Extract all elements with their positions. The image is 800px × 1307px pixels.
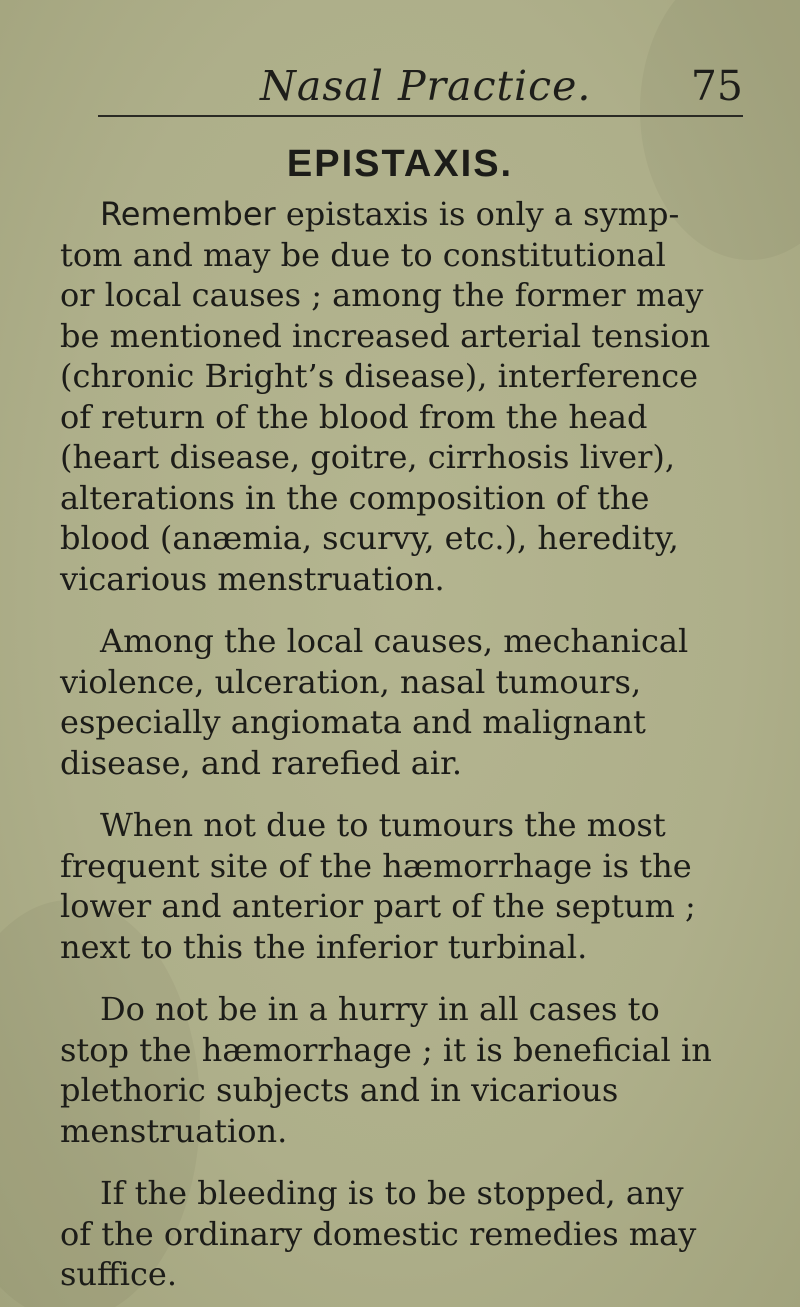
- text-line: alterations in the composition of the: [60, 478, 650, 517]
- text-line: [60, 621, 750, 662]
- text-line: of the ordinary domestic remedies may: [60, 1214, 697, 1253]
- text-line: of return of the blood from the head: [60, 397, 648, 436]
- body-text: [60, 194, 750, 1295]
- section-heading: EPISTAXIS.: [286, 143, 514, 185]
- text-line: plethoric subjects and in vicarious: [60, 1071, 619, 1109]
- text-line: especially angiomata and malignant: [60, 703, 646, 741]
- text-line: or local causes ; among the former may: [60, 276, 704, 314]
- text-line: lower and anterior part of the septum ;: [60, 887, 696, 925]
- text-line: be mentioned increased arterial tension: [60, 316, 711, 355]
- header-rule: [98, 115, 743, 117]
- running-head: [98, 52, 743, 108]
- text-line: frequent site of the hæmorrhage is the: [60, 846, 692, 885]
- text-line: menstruation.: [60, 1111, 288, 1150]
- line-text: When not due to tumours the most: [100, 806, 666, 844]
- text-line: [60, 1173, 750, 1214]
- text-line: [60, 805, 750, 846]
- text-line: next to this the inferior turbinal.: [60, 927, 588, 966]
- text-line: [60, 989, 750, 1030]
- paragraph: [60, 805, 750, 967]
- text-line: (chronic Bright’s disease), interference: [60, 357, 699, 395]
- text-line: disease, and rarefied air.: [60, 743, 463, 782]
- line-text: epistaxis is only a symp-: [275, 195, 680, 233]
- paragraph: [60, 621, 750, 783]
- text-line: stop the hæmorrhage ; it is beneficial in: [60, 1030, 712, 1069]
- paragraph: [60, 989, 750, 1151]
- text-line: (heart disease, goitre, cirrhosis liver),: [60, 438, 676, 476]
- line-text: If the bleeding is to be stopped, any: [100, 1174, 684, 1212]
- page-number: 75: [690, 62, 743, 110]
- text-line: tom and may be due to constitutional: [60, 235, 666, 274]
- line-text: Among the local causes, mechanical: [100, 622, 689, 660]
- text-line: suffice.: [60, 1255, 178, 1293]
- text-line: violence, ulceration, nasal tumours,: [60, 662, 642, 701]
- lead-word: Remember: [100, 195, 276, 233]
- running-title: Nasal Practice.: [260, 62, 592, 110]
- text-line: blood (anæmia, scurvy, etc.), heredity,: [60, 519, 679, 557]
- paragraph: [60, 194, 750, 599]
- text-line: vicarious menstruation.: [60, 559, 445, 598]
- line-text: Do not be in a hurry in all cases to: [100, 990, 660, 1028]
- paragraph: [60, 1173, 750, 1295]
- text-line: [60, 194, 750, 235]
